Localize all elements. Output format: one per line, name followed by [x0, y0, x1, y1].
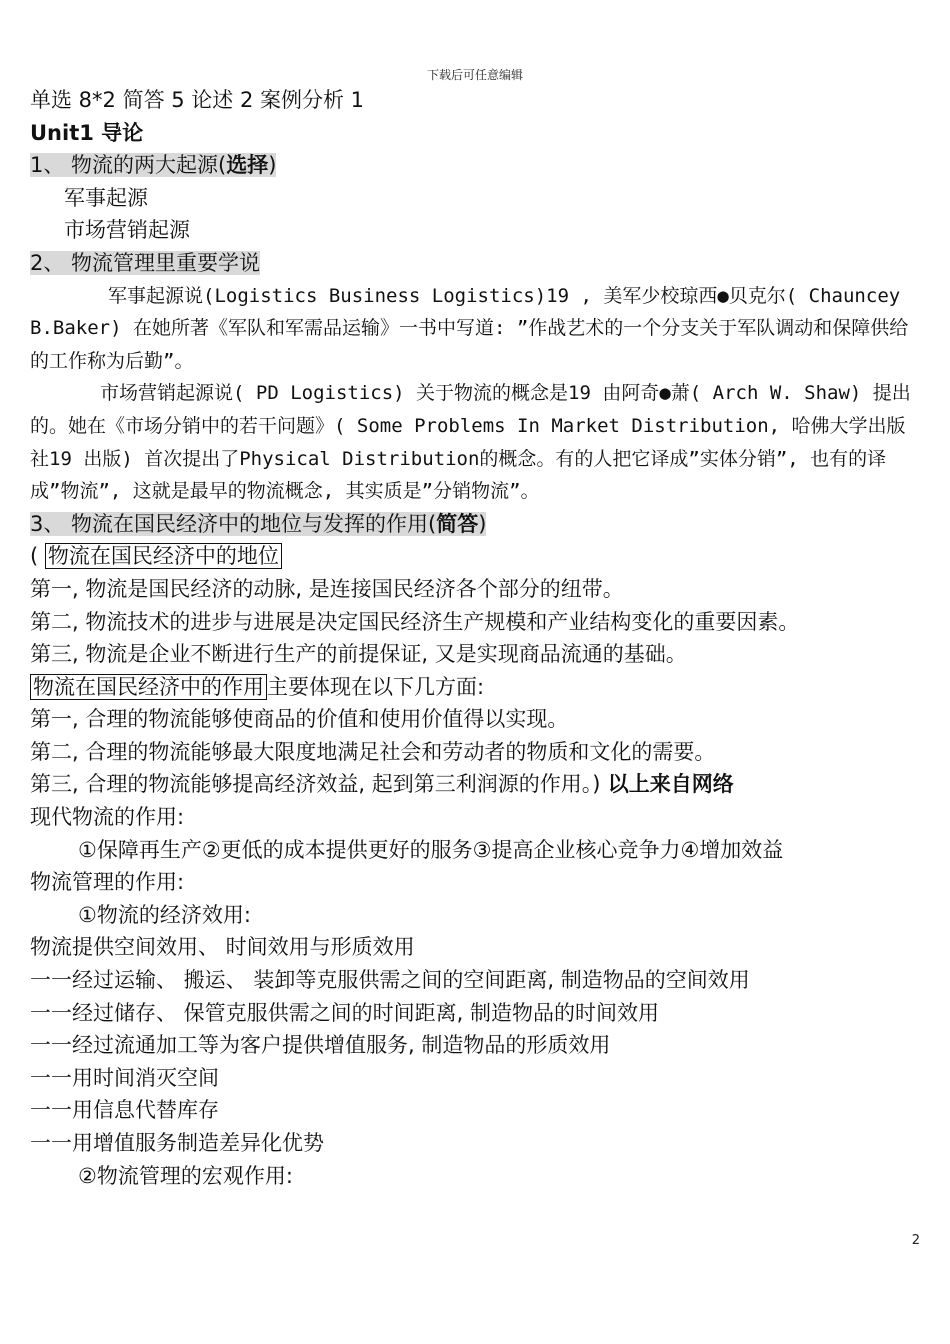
download-note: 下载后可任意编辑: [426, 68, 523, 82]
role-point: 第二, 合理的物流能够最大限度地满足社会和劳动者的物质和文化的需要。: [30, 739, 716, 764]
q1-heading: [30, 149, 920, 182]
exam-format: 单选 8*2 简答 5 论述 2 案例分析 1: [30, 88, 365, 112]
role-point: 第一, 合理的物流能够使商品的价值和使用价值得以实现。: [30, 707, 569, 732]
q2-paragraph-1: 军事起源说(Logistics Business Logistics)19 , 美军少校琼西●贝克尔( Chauncey B.Baker) 在她所著《军队和军需品运输》一书中写道: ”作战艺术的一个分支关于军队调动和保障供给的工作称为后勤”。: [30, 284, 909, 372]
q2-heading: [30, 247, 920, 280]
status-title-box: 物流在国民经济中的地位: [45, 543, 282, 569]
q1-heading-text: 1、 物流的两大起源(: [30, 153, 227, 178]
q3-close: ): [478, 511, 487, 536]
dash-item: 一一经过运输、 搬运、 装卸等克服供需之间的空间距离, 制造物品的空间效用: [30, 968, 750, 993]
dash-item: 一一用信息代替库存: [30, 1098, 219, 1123]
modern-text: ①保障再生产②更低的成本提供更好的服务③提高企业核心竞争力④增加效益: [78, 837, 784, 862]
mgmt-utility: 物流提供空间效用、 时间效用与形质效用: [30, 935, 415, 960]
role-point-last: [30, 768, 920, 801]
q1-close: ): [268, 153, 277, 178]
dash-item: 一一经过流通加工等为客户提供增值服务, 制造物品的形质效用: [30, 1033, 611, 1058]
role-last-text: 第三, 合理的物流能够提高经济效益, 起到第三利润源的作用。): [30, 772, 601, 797]
source-note: 以上来自网络: [600, 772, 734, 797]
open-paren: (: [30, 544, 39, 569]
q3-role-title: [30, 671, 920, 704]
mgmt-sub1: ①物流的经济效用:: [78, 902, 251, 927]
q1-item: 军事起源: [64, 185, 148, 210]
mgmt-label: 物流管理的作用:: [30, 870, 185, 895]
status-point: 第二, 物流技术的进步与进展是决定国民经济生产规模和产业结构变化的重要因素。: [30, 609, 800, 634]
status-point: 第三, 物流是企业不断进行生产的前提保证, 又是实现商品流通的基础。: [30, 642, 687, 667]
page-number: 2: [911, 1233, 920, 1248]
q2-paragraph-2: 市场营销起源说( PD Logistics) 关于物流的概念是19 由阿奇●萧( Arch W. Shaw) 提出的。她在《市场分销中的若干问题》( Some Problems In Market Distribution, 哈佛大学出版社19 出版) 首次提出了Physical Distribution的概念。有的人把它译成”实体分销”, 也有的译成”物流”, 这就是最早的物流概念, 其实质是”分销物流”。: [30, 382, 911, 503]
role-title-box: 物流在国民经济中的作用: [30, 674, 267, 700]
status-point: 第一, 物流是国民经济的动脉, 是连接国民经济各个部分的纽带。: [30, 576, 624, 601]
mgmt-sub2: ②物流管理的宏观作用:: [78, 1163, 293, 1188]
q1-tag: 选择: [226, 153, 269, 178]
document-body: [30, 84, 920, 1192]
q2-heading-text: 2、 物流管理里重要学说: [30, 250, 261, 275]
q3-tag: 简答: [436, 511, 479, 536]
dash-item: 一一用时间消灭空间: [30, 1065, 219, 1090]
q3-heading: [30, 508, 920, 541]
q1-item: 市场营销起源: [64, 218, 190, 243]
dash-item: 一一用增值服务制造差异化优势: [30, 1131, 324, 1155]
q3-status-title: [30, 540, 920, 573]
dash-item: 一一经过储存、 保管克服供需之间的时间距离, 制造物品的时间效用: [30, 1000, 660, 1025]
modern-label: 现代物流的作用:: [30, 805, 185, 830]
role-suffix: 主要体现在以下几方面:: [267, 674, 485, 699]
unit-title: Unit1 导论: [30, 120, 144, 145]
q3-heading-text: 3、 物流在国民经济中的地位与发挥的作用(: [30, 511, 437, 536]
